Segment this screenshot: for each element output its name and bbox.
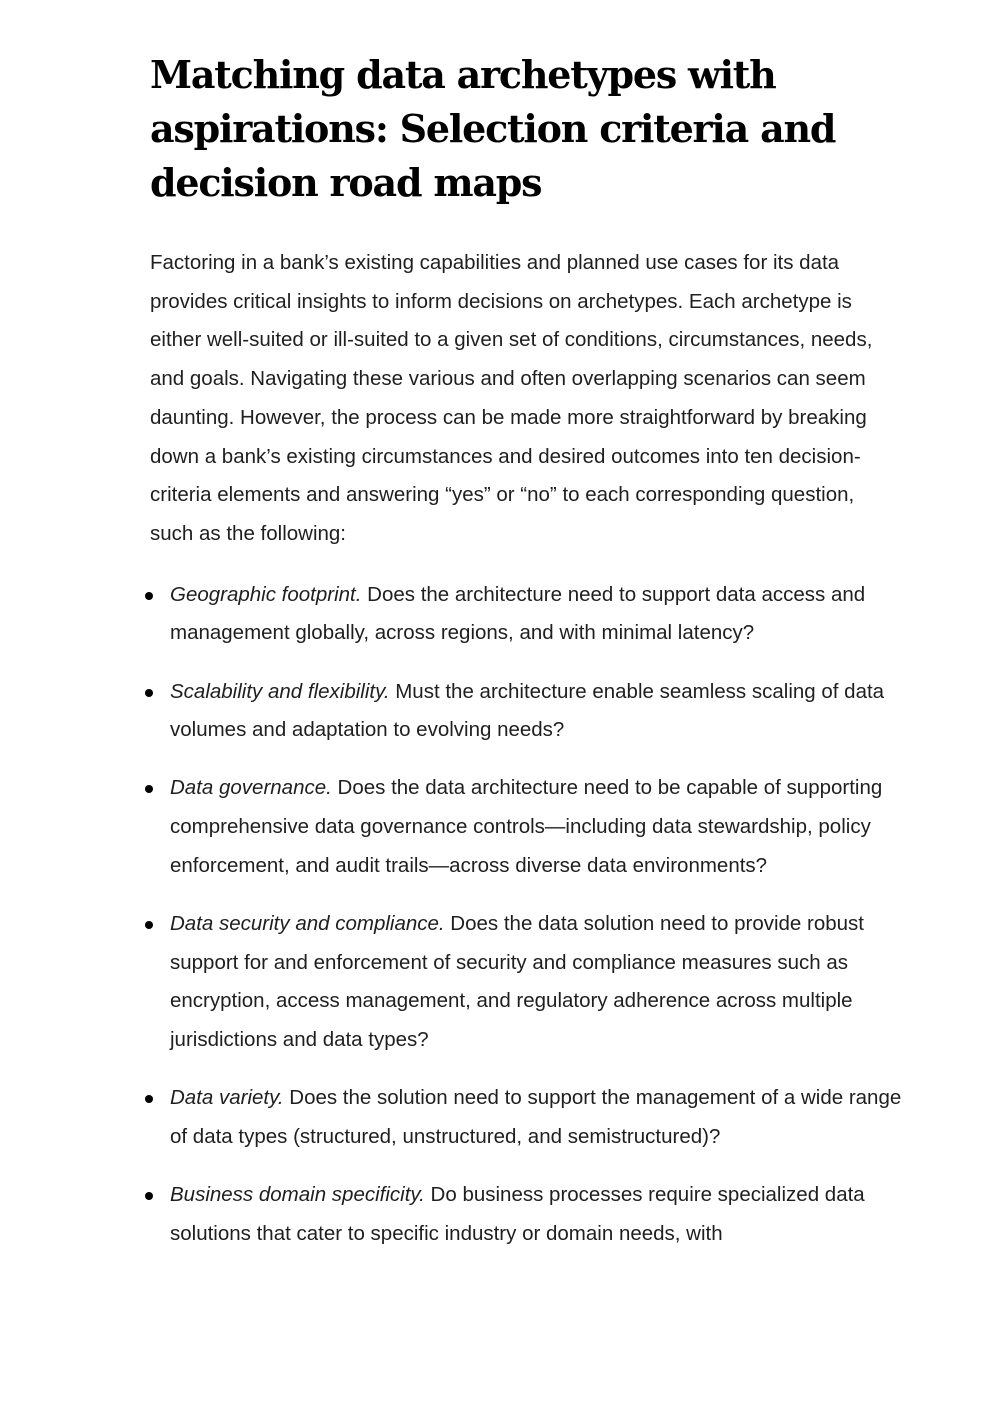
bullet-icon xyxy=(145,1095,153,1103)
criteria-term: Scalability and flexibility. xyxy=(170,679,390,703)
criteria-item-scalability xyxy=(150,673,910,750)
criteria-question: Does the data solution need to provide robust support for and enforcement of security and compliance measures such as encryption, access management, and regulatory adherence across multiple jurisdictions and data types? xyxy=(170,912,864,1052)
article xyxy=(150,48,910,1273)
criteria-term: Data governance. xyxy=(170,776,332,800)
criteria-item-data-security xyxy=(150,905,910,1060)
criteria-item-geographic-footprint xyxy=(150,576,910,653)
criteria-question: Do business processes require specialized data solutions that cater to specific industry or domain needs, with xyxy=(170,1183,865,1245)
criteria-item-business-domain xyxy=(150,1176,910,1253)
bullet-icon xyxy=(145,689,153,697)
criteria-term: Data security and compliance. xyxy=(170,912,445,936)
criteria-term: Data variety. xyxy=(170,1086,284,1110)
bullet-icon xyxy=(145,785,153,793)
article-title: Matching data archetypes with aspirations: Selection criteria and decision road maps xyxy=(150,52,836,205)
criteria-question: Must the architecture enable seamless scaling of data volumes and adaptation to evolving needs? xyxy=(170,679,885,742)
bullet-icon xyxy=(145,592,153,600)
intro-paragraph: Factoring in a bank’s existing capabilities and planned use cases for its data provides critical insights to inform decisions on archetypes. Each archetype is either well-suited or ill-suited to a given set of conditions, circumstances, needs, and goals. Navigating these various and often overlapping scenarios can seem daunting. However, the process can be made more straightforward by breaking down a bank’s existing circumstances and desired outcomes into ten decision-criteria elements and answering “yes” or “no” to each corresponding question, such as the following: xyxy=(150,251,873,545)
criteria-item-data-governance xyxy=(150,769,910,885)
criteria-term: Geographic footprint. xyxy=(170,582,362,606)
bullet-icon xyxy=(145,1192,153,1200)
criteria-list xyxy=(150,576,910,1254)
criteria-question: Does the data architecture need to be capable of supporting comprehensive data governance controls—including data stewardship, policy enforcement, and audit trails—across diverse data environments? xyxy=(170,776,883,877)
criteria-question: Does the architecture need to support data access and management globally, across regions, and with minimal latency? xyxy=(170,582,866,645)
criteria-item-data-variety xyxy=(150,1079,910,1156)
criteria-term: Business domain specificity. xyxy=(170,1183,425,1207)
criteria-question: Does the solution need to support the management of a wide range of data types (structured, unstructured, and semistructured)? xyxy=(170,1086,902,1149)
bullet-icon xyxy=(145,921,153,929)
